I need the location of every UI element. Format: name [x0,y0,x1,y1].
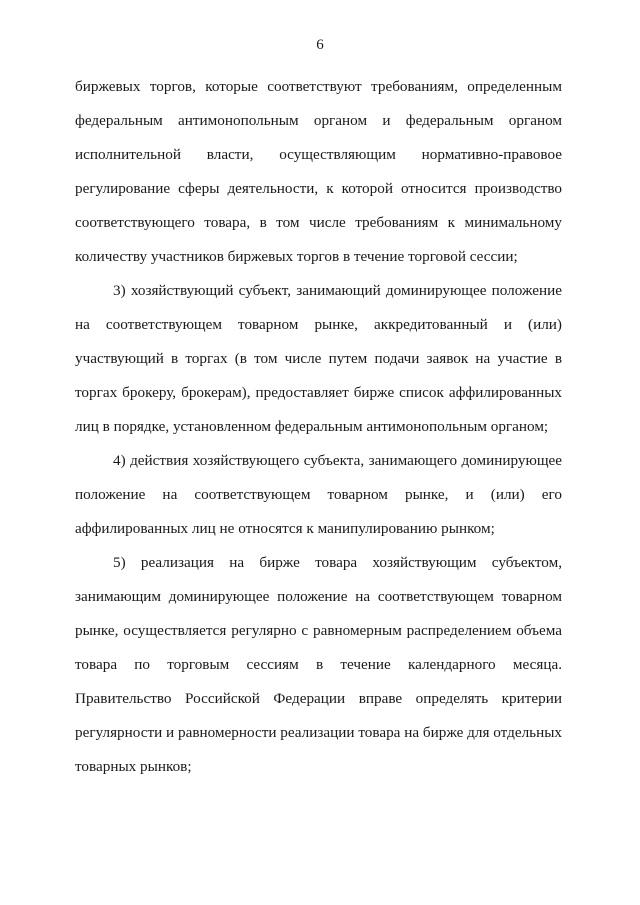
document-body [75,70,562,784]
text-line: положение на соответствующем товарном рынке, и (или) его [75,486,562,503]
paragraph-item-5 [75,546,562,784]
text-line: 4) действия хозяйствующего субъекта, занимающего доминирующее [113,452,562,469]
text-line: лиц в порядке, установленном федеральным антимонопольным органом; [75,418,549,435]
text-line: торгах брокеру, брокерам), предоставляет бирже список аффилированных [75,384,562,401]
paragraph-item-4 [75,444,562,546]
paragraph-item-3 [75,274,562,444]
text-line: исполнительной власти, осуществляющим нормативно-правовое [75,146,562,163]
text-line: регулирование сферы деятельности, к которой относится производство [75,180,562,197]
text-line: 5) реализация на бирже товара хозяйствующим субъектом, [113,554,562,571]
text-line: биржевых торгов, которые соответствуют требованиям, определенным [75,78,562,95]
page-number: 6 [316,37,324,53]
text-line: товара по торговым сессиям в течение календарного месяца. [75,656,562,673]
paragraph-continuation [75,70,562,274]
text-line: 3) хозяйствующий субъект, занимающий доминирующее положение [113,282,562,299]
text-line: занимающим доминирующее положение на соответствующем товарном [75,588,562,605]
text-line: на соответствующем товарном рынке, аккредитованный и (или) [75,316,562,333]
text-line: участвующий в торгах (в том числе путем подачи заявок на участие в [75,350,562,367]
text-line: товарных рынков; [75,758,192,775]
text-line: регулярности и равномерности реализации товара на бирже для отдельных [75,724,562,741]
text-line: Правительство Российской Федерации вправе определять критерии [75,690,562,707]
text-line: федеральным антимонопольным органом и федеральным органом [75,112,562,129]
text-line: количеству участников биржевых торгов в течение торговой сессии; [75,248,518,265]
text-line: аффилированных лиц не относятся к манипулированию рынком; [75,520,495,537]
text-line: рынке, осуществляется регулярно с равномерным распределением объема [75,622,562,639]
text-line: соответствующего товара, в том числе требованиям к минимальному [75,214,562,231]
